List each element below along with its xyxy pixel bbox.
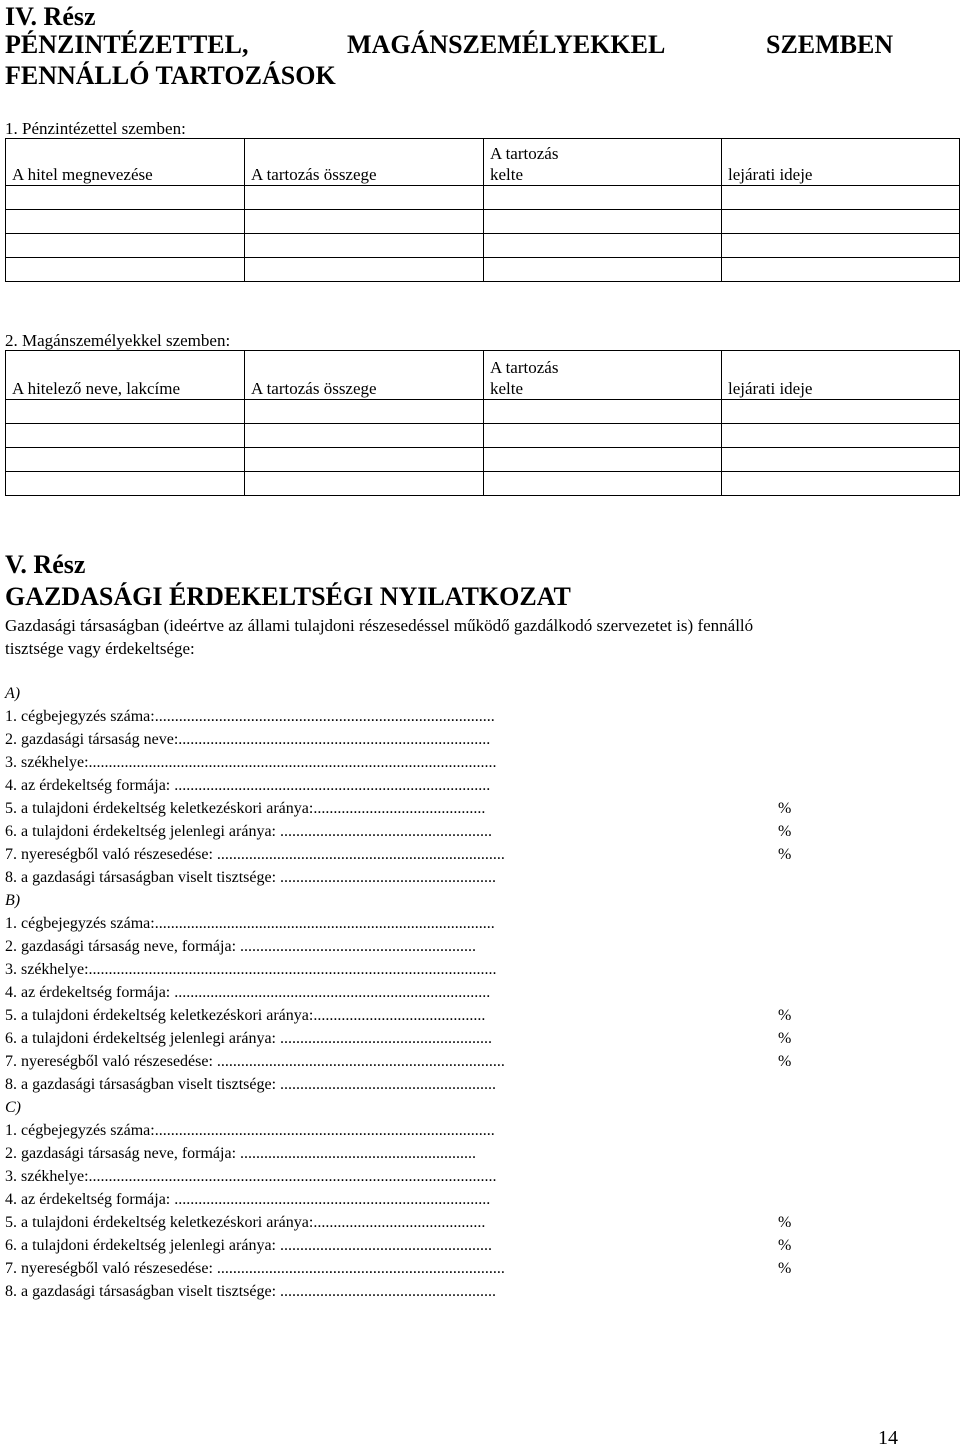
table-cell[interactable] [6,186,245,210]
table-cell[interactable] [484,448,722,472]
table-cell[interactable] [6,400,245,424]
table-cell[interactable] [722,186,960,210]
header-debt-date: A tartozás kelte [484,139,722,186]
c-profit-share-percent: % [778,1260,792,1277]
part4-subtitle-3: SZEMBEN [766,30,894,59]
table-cell[interactable] [245,186,484,210]
group-b-label: B) [5,892,21,909]
b-profit-share-percent: % [778,1053,792,1070]
section2-label: 2. Magánszemélyekkel szemben: [5,331,231,350]
part4-subtitle-2: MAGÁNSZEMÉLYEKKEL [347,30,666,59]
header-debt-amount: A tartozás összege [245,351,484,400]
header-debt-amount: A tartozás összege [245,139,484,186]
header-creditor: A hitelező neve, lakcíme [6,351,245,400]
a-initial-share: 5. a tulajdoni érdekeltség keletkezéskori aránya:........................................... [5,800,486,817]
b-initial-share-percent: % [778,1007,792,1024]
table-cell[interactable] [6,448,245,472]
table-cell[interactable] [245,448,484,472]
table-cell[interactable] [722,258,960,282]
table-cell[interactable] [6,472,245,496]
table-cell[interactable] [484,186,722,210]
b-interest-form: 4. az érdekeltség formája: ............................................................................... [5,984,491,1001]
table-cell[interactable] [6,210,245,234]
header-debt-date: A tartozás kelte [484,351,722,400]
b-position: 8. a gazdasági társaságban viselt tisztsége: ...................................................... [5,1076,497,1093]
c-registration-number: 1. cégbejegyzés száma:..................................................................................... [5,1122,495,1139]
c-initial-share-percent: % [778,1214,792,1231]
table-cell[interactable] [484,234,722,258]
a-company-name: 2. gazdasági társaság neve:.............................................................................. [5,731,491,748]
table-cell[interactable] [484,424,722,448]
a-initial-share-percent: % [778,800,792,817]
intro-text-line1: Gazdasági társaságban (ideértve az állami tulajdoni részesedéssel működő gazdálkodó szervezetet is) fennálló [5,616,754,635]
b-seat: 3. székhelye:...................................................................................................... [5,961,497,978]
header-loan-name: A hitel megnevezése [6,139,245,186]
table-cell[interactable] [722,424,960,448]
a-current-share-percent: % [778,823,792,840]
a-interest-form: 4. az érdekeltség formája: ............................................................................... [5,777,491,794]
c-seat: 3. székhelye:...................................................................................................... [5,1168,497,1185]
table-cell[interactable] [6,424,245,448]
table-cell[interactable] [484,400,722,424]
part4-subtitle-1: PÉNZINTÉZETTEL, [5,30,249,59]
intro-text-line2: tisztsége vagy érdekeltsége: [5,639,195,658]
table-cell[interactable] [245,234,484,258]
table-cell[interactable] [484,258,722,282]
table-cell[interactable] [245,258,484,282]
section1-label: 1. Pénzintézettel szemben: [5,119,186,138]
table-cell[interactable] [722,210,960,234]
c-initial-share: 5. a tulajdoni érdekeltség keletkezéskori aránya:........................................... [5,1214,486,1231]
a-position: 8. a gazdasági társaságban viselt tisztsége: ...................................................... [5,869,497,886]
a-registration-number: 1. cégbejegyzés száma:..................................................................................... [5,708,495,725]
a-seat: 3. székhelye:...................................................................................................... [5,754,497,771]
part5-title: V. Rész [5,550,86,579]
part4-title: IV. Rész [5,2,96,31]
b-profit-share: 7. nyereségből való részesedése: ........................................................................ [5,1053,505,1070]
c-interest-form: 4. az érdekeltség formája: ............................................................................... [5,1191,491,1208]
c-current-share-percent: % [778,1237,792,1254]
table-cell[interactable] [484,210,722,234]
b-current-share-percent: % [778,1030,792,1047]
table-cell[interactable] [245,472,484,496]
table-cell[interactable] [722,472,960,496]
a-profit-share-percent: % [778,846,792,863]
group-c-label: C) [5,1099,21,1116]
table-cell[interactable] [722,448,960,472]
page-number: 14 [878,1427,898,1449]
header-due-date: lejárati ideje [722,351,960,400]
header-due-date: lejárati ideje [722,139,960,186]
table-cell[interactable] [6,234,245,258]
table-cell[interactable] [245,424,484,448]
b-registration-number: 1. cégbejegyzés száma:..................................................................................... [5,915,495,932]
table-cell[interactable] [722,234,960,258]
b-company-name: 2. gazdasági társaság neve, formája: ........................................................... [5,938,477,955]
c-current-share: 6. a tulajdoni érdekeltség jelenlegi aránya: ..................................................... [5,1237,492,1254]
a-profit-share: 7. nyereségből való részesedése: ........................................................................ [5,846,505,863]
table-cell[interactable] [6,258,245,282]
table-cell[interactable] [484,472,722,496]
part4-subtitle-line3: FENNÁLLÓ TARTOZÁSOK [5,61,336,90]
group-a-label: A) [5,685,21,702]
bank-debts-table [5,138,960,282]
b-current-share: 6. a tulajdoni érdekeltség jelenlegi aránya: ..................................................... [5,1030,492,1047]
private-debts-table [5,350,960,496]
table-cell[interactable] [722,400,960,424]
c-company-name: 2. gazdasági társaság neve, formája: ........................................................... [5,1145,477,1162]
table-cell[interactable] [245,400,484,424]
c-position: 8. a gazdasági társaságban viselt tisztsége: ...................................................... [5,1283,497,1300]
part5-subtitle: GAZDASÁGI ÉRDEKELTSÉGI NYILATKOZAT [5,582,571,611]
a-current-share: 6. a tulajdoni érdekeltség jelenlegi aránya: ..................................................... [5,823,492,840]
b-initial-share: 5. a tulajdoni érdekeltség keletkezéskori aránya:........................................... [5,1007,486,1024]
c-profit-share: 7. nyereségből való részesedése: ........................................................................ [5,1260,505,1277]
table-cell[interactable] [245,210,484,234]
